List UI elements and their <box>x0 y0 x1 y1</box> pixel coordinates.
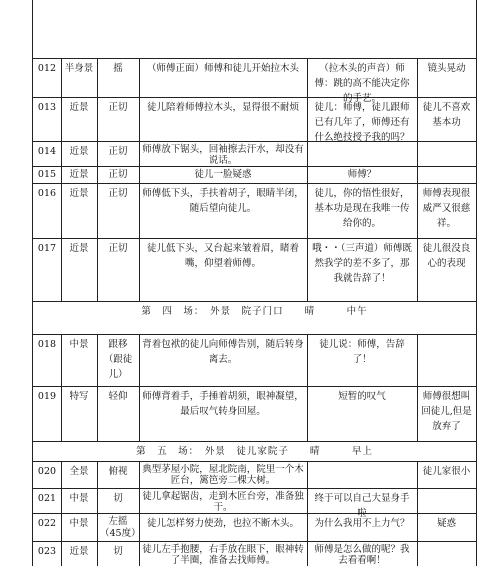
shot-size: 近景 <box>69 169 89 180</box>
shot-number: 018 <box>37 339 57 350</box>
shot-content: 背着包袱的徒儿向师傅告别，随后转身离去。 <box>142 339 304 365</box>
shot-content: 徒儿一脸疑惑 <box>194 169 252 180</box>
shot-number: 023 <box>37 546 57 557</box>
column-lines-top <box>33 58 476 302</box>
shot-content: 徒儿拿起锯齿，走到木匠台旁，准备独干。 <box>142 491 304 513</box>
remarks: 徒儿很没良心的表现 <box>422 243 471 269</box>
shot-size: 近景 <box>69 243 89 254</box>
sound-dialogue: 师傅是怎么做的呢？我去看看啊！ <box>314 544 410 566</box>
sound-dialogue: 徒儿，你的悟性很好，基本功是现在我唯一传给你的。 <box>314 188 410 229</box>
remarks: 镜头晃动 <box>427 63 466 74</box>
shot-number: 012 <box>37 63 57 74</box>
sound-dialogue: 终于可以自己大显身手啦 <box>314 493 410 519</box>
shot-size: 近景 <box>69 102 89 113</box>
scene-heading: 第 四 场： 外景 院子门口 晴 中午 <box>141 306 368 317</box>
shot-size: 全景 <box>69 466 89 477</box>
sound-dialogue: 为什么我用不上力气？ <box>314 518 410 529</box>
shot-number: 013 <box>37 102 57 113</box>
shot-size: 近景 <box>69 188 89 199</box>
remarks: 师傅很想叫回徒儿,但是放弃了 <box>421 391 472 432</box>
camera-move: 切 <box>113 493 123 504</box>
shot-content: 师傅放下锯头，回袖擦去汗水，却没有说话。 <box>142 144 304 166</box>
shot-size: 近景 <box>69 146 89 157</box>
shot-number: 020 <box>37 466 57 477</box>
camera-move: 跟移（跟徒儿） <box>103 339 133 380</box>
camera-move: 正切 <box>108 102 128 113</box>
camera-move: 正切 <box>108 243 128 254</box>
shot-size: 中景 <box>69 339 89 350</box>
shot-number: 021 <box>37 493 57 504</box>
shot-content: 师傅背着手，手捶着胡须，眼神凝望，最后叹气转身回屋。 <box>142 391 304 417</box>
camera-move: 轻仰 <box>108 391 128 402</box>
sound-dialogue: 徒儿说：师傅，告辞了！ <box>319 339 405 365</box>
shot-content: 师傅低下头，手扶着胡子，眼睛半闭，随后望向徒儿。 <box>142 188 304 214</box>
shot-content: 徒儿陪着师傅拉木头，显得很不耐烦 <box>146 102 299 113</box>
scene-header-row <box>33 442 476 462</box>
scene-header-row <box>33 302 476 335</box>
shot-size: 特写 <box>69 391 89 402</box>
camera-move: 正切 <box>108 169 128 180</box>
shot-size: 近景 <box>69 546 89 557</box>
camera-move: 左摇（45度） <box>100 516 141 539</box>
scene-heading: 第 五 场： 外景 徒儿家院子 晴 早上 <box>136 446 373 457</box>
shot-content: （师傅正面）师傅和徒儿开始拉木头 <box>146 63 299 74</box>
shot-content: 徒儿左手抱腰，右手放在眼下，眼神转了半圈，准备去找师傅。 <box>142 544 304 566</box>
sound-dialogue: 哦・・（三声道）师傅既然我学的差不多了，那我就告辞了！ <box>312 243 412 284</box>
shot-size: 半身景 <box>64 63 94 74</box>
shot-number: 019 <box>37 391 57 402</box>
shot-number: 015 <box>37 169 57 180</box>
storyboard-table <box>32 0 477 566</box>
sound-dialogue: （拉木头的声音）师傅：跳的高不能决定你的手艺。 <box>314 63 410 104</box>
sound-dialogue: 师傅？ <box>347 169 377 180</box>
remarks: 徒儿不喜欢基本功 <box>422 102 471 128</box>
remarks: 徒儿家很小 <box>422 466 471 477</box>
shot-number: 022 <box>37 518 57 529</box>
column-lines-bottom <box>33 462 476 566</box>
shot-number: 016 <box>37 188 57 199</box>
column-lines-mid <box>33 335 476 442</box>
camera-move: 正切 <box>108 146 128 157</box>
shot-number: 017 <box>37 243 57 254</box>
shot-content: 典型茅屋小院，屋北院南，院里一个木匠台，篱笆旁二棵大树。 <box>142 464 304 486</box>
shot-size: 中景 <box>69 518 89 529</box>
shot-content: 徒儿怎样努力使劲，也拉不断木头。 <box>146 518 299 529</box>
camera-move: 俯视 <box>108 466 128 477</box>
remarks: 师傅表现很威严又很慈祥。 <box>422 188 471 229</box>
sound-dialogue: 徒儿：师傅，徒儿跟师已有几年了，师傅还有什么绝技授予我的吗？ <box>314 102 410 143</box>
camera-move: 切 <box>113 546 123 557</box>
camera-move: 正切 <box>108 188 128 199</box>
shot-size: 中景 <box>69 493 89 504</box>
camera-move: 摇 <box>113 63 123 74</box>
shot-number: 014 <box>37 146 57 157</box>
shot-content: 徒儿低下头，又台起来皱着眉，睹着嘴，仰望着师傅。 <box>146 243 299 269</box>
remarks: 疑惑 <box>436 518 456 529</box>
sound-dialogue: 短暂的叹气 <box>338 391 386 402</box>
